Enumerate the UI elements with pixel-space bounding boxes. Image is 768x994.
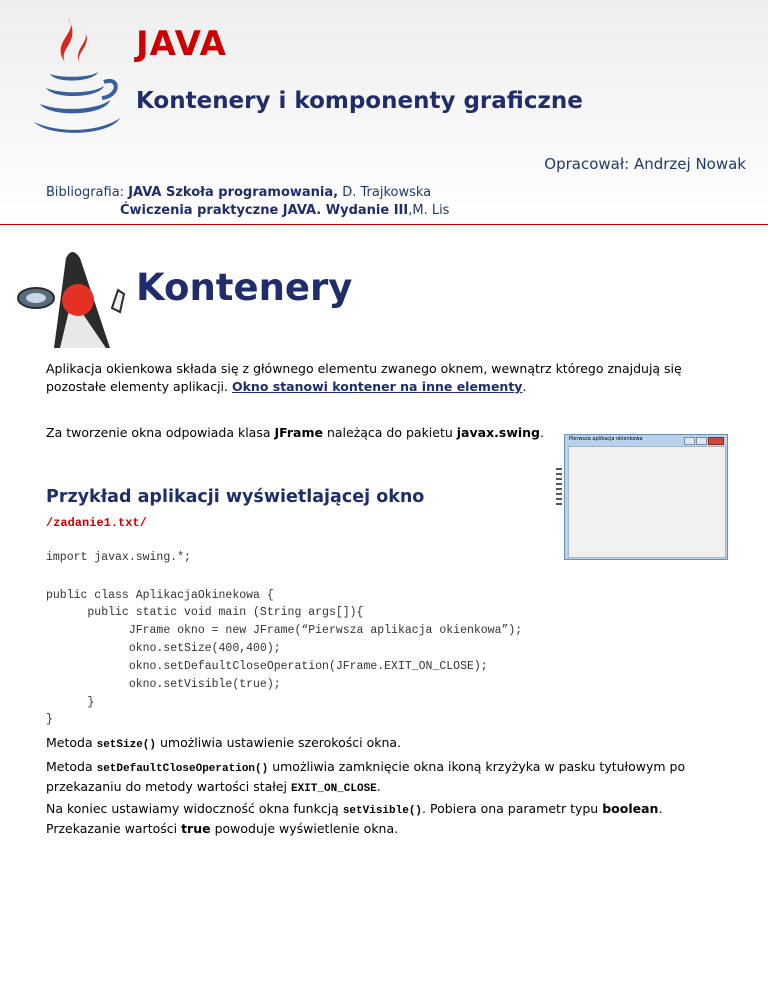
code-line: okno.setSize(400,400); xyxy=(46,642,281,655)
java-logo-icon xyxy=(20,12,130,142)
e3-mid2: . Przekazanie wartości xyxy=(46,801,663,836)
code-line: } xyxy=(46,696,95,709)
intro-paragraph xyxy=(46,360,726,396)
bibliography-line-2 xyxy=(120,203,449,218)
code-line: public class AplikacjaOkinekowa { xyxy=(46,589,274,602)
e2-end: . xyxy=(376,779,381,794)
e3-mid: . Pobiera ona parametr typu xyxy=(422,801,603,816)
screenshot-edge xyxy=(556,468,562,508)
jframe-class-name: JFrame xyxy=(274,425,323,440)
jframe-text-end: . xyxy=(540,425,544,440)
code-line: okno.setVisible(true); xyxy=(46,678,281,691)
code-line: JFrame okno = new JFrame(“Pierwsza aplikacja okienkowa”); xyxy=(46,624,523,637)
setvisible-explanation xyxy=(46,800,726,838)
page-subtitle: Kontenery i komponenty graficzne xyxy=(136,88,583,114)
window-content xyxy=(568,446,726,558)
e3-end: powoduje wyświetlenie okna. xyxy=(210,821,399,836)
close-icon xyxy=(708,437,724,445)
e2-mid: umożliwia zamknięcie okna ikoną krzyżyka w pasku tytułowym po przekazaniu do metody wartości stałej xyxy=(46,759,686,794)
true-value: true xyxy=(181,821,211,836)
boolean-type: boolean xyxy=(602,801,659,816)
code-line: } xyxy=(46,713,53,726)
window-controls xyxy=(684,437,724,445)
author-credit: Opracował: Andrzej Nowak xyxy=(544,155,746,173)
code-line: public static void main (String args[]){ xyxy=(46,606,364,619)
example-filename: /zadanie1.txt/ xyxy=(46,516,147,530)
duke-mascot-icon xyxy=(14,238,134,356)
code-line: import javax.swing.*; xyxy=(46,551,191,564)
exit-on-close-constant: EXIT_ON_CLOSE xyxy=(290,783,377,795)
e1-pre: Metoda xyxy=(46,735,97,750)
setvisible-method: setVisible() xyxy=(342,805,423,817)
book-1-author: D. Trajkowska xyxy=(338,185,432,200)
book-2-title: Ćwiczenia praktyczne JAVA. Wydanie III xyxy=(120,203,409,218)
maximize-icon xyxy=(696,437,707,445)
book-1-title: JAVA Szkoła programowania, xyxy=(128,185,339,200)
window-frame xyxy=(564,434,728,560)
minimize-icon xyxy=(684,437,695,445)
example-heading: Przykład aplikacji wyświetlającej okno xyxy=(46,487,425,507)
book-2-author: ,M. Lis xyxy=(408,203,450,218)
page-title: JAVA xyxy=(136,24,227,64)
code-line: okno.setDefaultCloseOperation(JFrame.EXIT_ON_CLOSE); xyxy=(46,660,488,673)
jframe-text-mid: należąca do pakietu xyxy=(322,425,457,440)
jframe-text-pre: Za tworzenie okna odpowiada klasa xyxy=(46,425,275,440)
close-operation-explanation xyxy=(46,758,726,798)
package-name: javax.swing xyxy=(456,425,540,440)
window-title: Pierwsza aplikacja okienkowa xyxy=(569,436,643,442)
intro-text: Aplikacja okienkowa składa się z głównego elementu zwanego oknem, wewnątrz którego znajdują się pozostałe elementy aplikacji. xyxy=(46,361,682,394)
bibliography-line-1 xyxy=(46,185,431,200)
close-operation-method: setDefaultCloseOperation() xyxy=(96,763,269,775)
container-emphasis: Okno stanowi kontener na inne elementy xyxy=(231,379,523,394)
window-screenshot xyxy=(556,428,732,562)
setsize-method: setSize() xyxy=(96,739,157,751)
intro-end: . xyxy=(522,379,527,394)
jframe-paragraph xyxy=(46,424,546,442)
section-title: Kontenery xyxy=(136,266,353,309)
e3-pre: Na koniec ustawiamy widoczność okna funkcją xyxy=(46,801,343,816)
bibliography-label: Bibliografia: xyxy=(46,185,125,200)
e2-pre: Metoda xyxy=(46,759,97,774)
e1-post: umożliwia ustawienie szerokości okna. xyxy=(156,735,402,750)
setsize-explanation xyxy=(46,734,726,754)
